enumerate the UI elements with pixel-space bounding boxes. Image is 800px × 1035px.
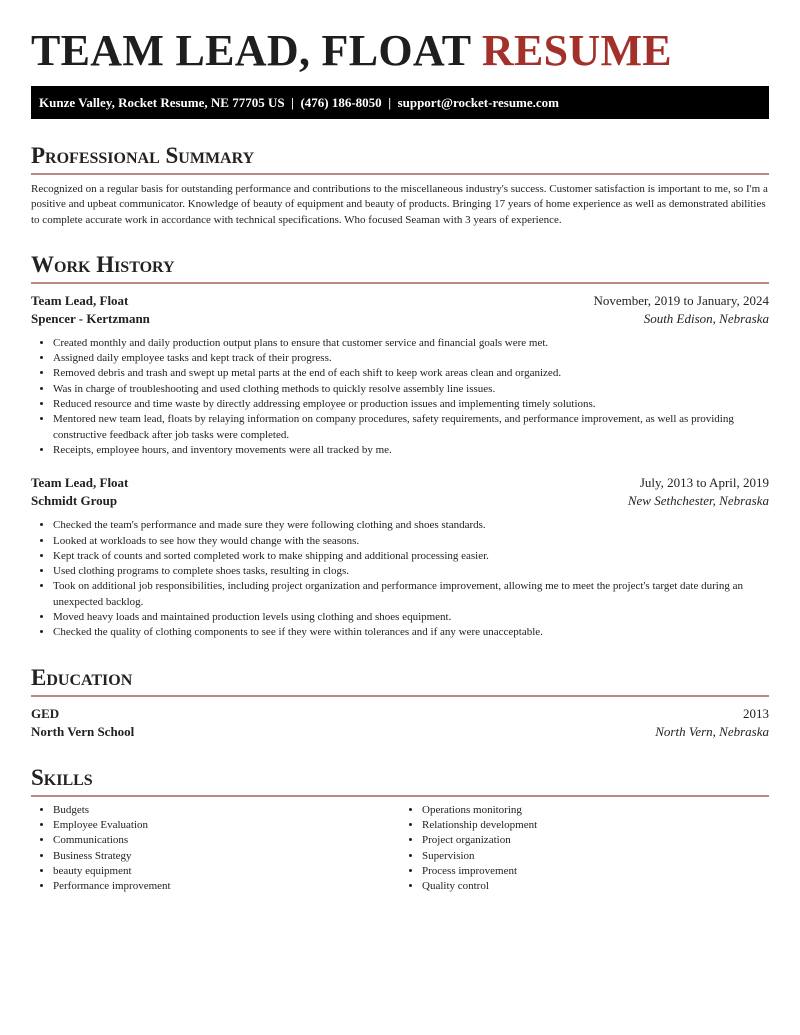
contact-email[interactable]: support@rocket-resume.com (397, 95, 560, 110)
list-item: • Reduced resource and time waste by directly addressing employee or production issues and implementing timely solutions. (53, 397, 769, 412)
skill-item: • Performance improvement (53, 879, 400, 894)
list-item: • Moved heavy loads and maintained production levels using clothing and shoes equipment. (53, 610, 769, 625)
section-heading-work: Work History (31, 250, 769, 284)
skill-item: • Supervision (422, 849, 769, 864)
list-item: • Checked the team's performance and made sure they were following clothing and shoes standards. (53, 518, 769, 533)
list-item: • Mentored new team lead, floats by relaying information on company procedures, safety requirements, and performance improvement, as well as providing constructive feedback after job tasks were completed. (53, 412, 769, 443)
skill-item: • Operations monitoring (422, 803, 769, 818)
list-item: • Was in charge of troubleshooting and used clothing methods to quickly resolve assembly line issues. (53, 382, 769, 397)
resume-title: TEAM LEAD, FLOAT RESUME (31, 26, 672, 75)
skill-item: • Process improvement (422, 864, 769, 879)
section-heading-summary: Professional Summary (31, 141, 769, 175)
list-item: • Created monthly and daily production output plans to ensure that customer service and financial goals were met. (53, 336, 769, 351)
list-item: • Removed debris and trash and swept up metal parts at the end of each shift to keep work areas clean and organized. (53, 366, 769, 381)
job-title: Team Lead, Float (31, 475, 129, 491)
education-year: 2013 (743, 705, 769, 721)
company: Schmidt Group (31, 493, 118, 509)
school: North Vern School (31, 723, 135, 739)
section-heading-skills: Skills (31, 763, 769, 797)
skills-list (31, 803, 769, 895)
skill-item: • Project organization (422, 833, 769, 848)
job-entry (31, 292, 769, 458)
job-title: Team Lead, Float (31, 292, 129, 308)
education-entry (31, 705, 769, 741)
contact-address: Kunze Valley, Rocket Resume, NE 77705 US (39, 95, 285, 110)
skill-item: • Communications (53, 833, 400, 848)
skill-item: • Employee Evaluation (53, 818, 400, 833)
section-heading-education: Education (31, 663, 769, 697)
list-item: • Looked at workloads to see how they would change with the seasons. (53, 534, 769, 549)
job-location: New Sethchester, Nebraska (627, 493, 769, 509)
summary-text: Recognized on a regular basis for outstanding performance and contributions to the miscellaneous industry's success. Customer satisfaction is important to me, so I'm a positive and upbeat communicator. Knowledge of beauty of equipment and beauty of products. Bringing 17 years of home experience as well as demonstrated abilities to complete accurate work in accordance with technical specifications. Who focused Seaman with 3 years of experience. (31, 183, 768, 226)
company: Spencer - Kertzmann (31, 310, 150, 326)
skill-item: • beauty equipment (53, 864, 400, 879)
job-bullets (31, 336, 769, 458)
job-location: South Edison, Nebraska (643, 310, 769, 326)
title-accent: RESUME (481, 26, 672, 75)
skill-item: • Quality control (422, 879, 769, 894)
contact-phone: (476) 186-8050 (300, 95, 382, 110)
job-dates: November, 2019 to January, 2024 (593, 292, 769, 308)
skill-item: • Business Strategy (53, 849, 400, 864)
skill-item: • Budgets (53, 803, 400, 818)
skill-item: • Relationship development (422, 818, 769, 833)
list-item: • Kept track of counts and sorted completed work to make shipping and additional processing easier. (53, 549, 769, 564)
list-item: • Used clothing programs to complete shoes tasks, resulting in clogs. (53, 564, 769, 579)
list-item: • Took on additional job responsibilities, including project organization and performance improvement, allowing me to meet the project's target date during an unexpected backlog. (53, 579, 769, 610)
degree: GED (31, 705, 60, 721)
job-dates: July, 2013 to April, 2019 (639, 475, 769, 491)
list-item: • Receipts, employee hours, and inventory movements were all tracked by me. (53, 443, 769, 458)
job-bullets (31, 518, 769, 640)
job-entry (31, 474, 769, 640)
school-location: North Vern, Nebraska (655, 723, 769, 739)
list-item: • Checked the quality of clothing components to see if they were within tolerances and if any were unacceptable. (53, 625, 769, 640)
list-item: • Assigned daily employee tasks and kept track of their progress. (53, 351, 769, 366)
contact-bar: Kunze Valley, Rocket Resume, NE 77705 US | (476) 186-8050 | support@rocket-resume.com (31, 86, 769, 119)
